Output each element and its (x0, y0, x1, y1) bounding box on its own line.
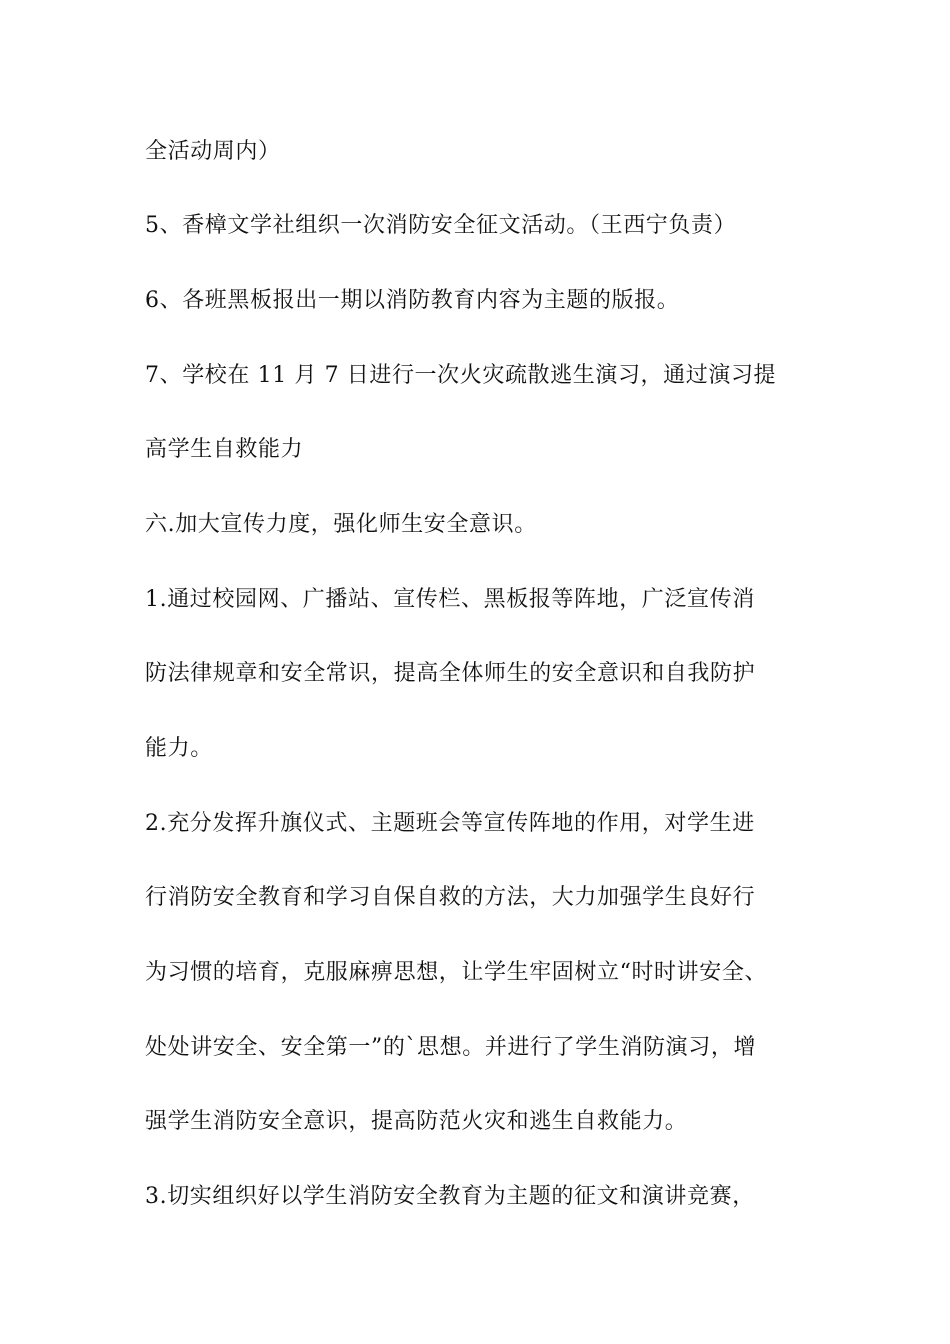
text-line: 7、学校在 11 月 7 日进行一次火灾疏散逃生演习，通过演习提 (145, 363, 777, 388)
text-line: 5、香樟文学社组织一次消防安全征文活动。（王西宁负责） (145, 213, 737, 238)
text-line: 全活动周内） (145, 139, 281, 164)
text-line: 2.充分发挥升旗仪式、主题班会等宣传阵地的作用，对学生进 (145, 811, 755, 836)
text-line: 1.通过校园网、广播站、宣传栏、黑板报等阵地，广泛宣传消 (145, 587, 755, 612)
text-line: 高学生自救能力 (145, 437, 304, 462)
text-line: 防法律规章和安全常识，提高全体师生的安全意识和自我防护 (145, 661, 756, 686)
text-line: 为习惯的培育，克服麻痹思想，让学生牢固树立“时时讲安全、 (145, 960, 768, 985)
text-line: 能力。 (145, 736, 213, 761)
section-heading: 六.加大宣传力度，强化师生安全意识。 (145, 512, 537, 537)
text-line: 行消防安全教育和学习自保自救的方法，大力加强学生良好行 (145, 885, 756, 910)
text-line: 6、各班黑板报出一期以消防教育内容为主题的版报。 (145, 288, 680, 313)
text-line: 3.切实组织好以学生消防安全教育为主题的征文和演讲竞赛， (145, 1184, 755, 1209)
text-line: 处处讲安全、安全第一”的`思想。并进行了学生消防演习，增 (145, 1035, 757, 1060)
text-line: 强学生消防安全意识，提高防范火灾和逃生自救能力。 (145, 1109, 688, 1134)
